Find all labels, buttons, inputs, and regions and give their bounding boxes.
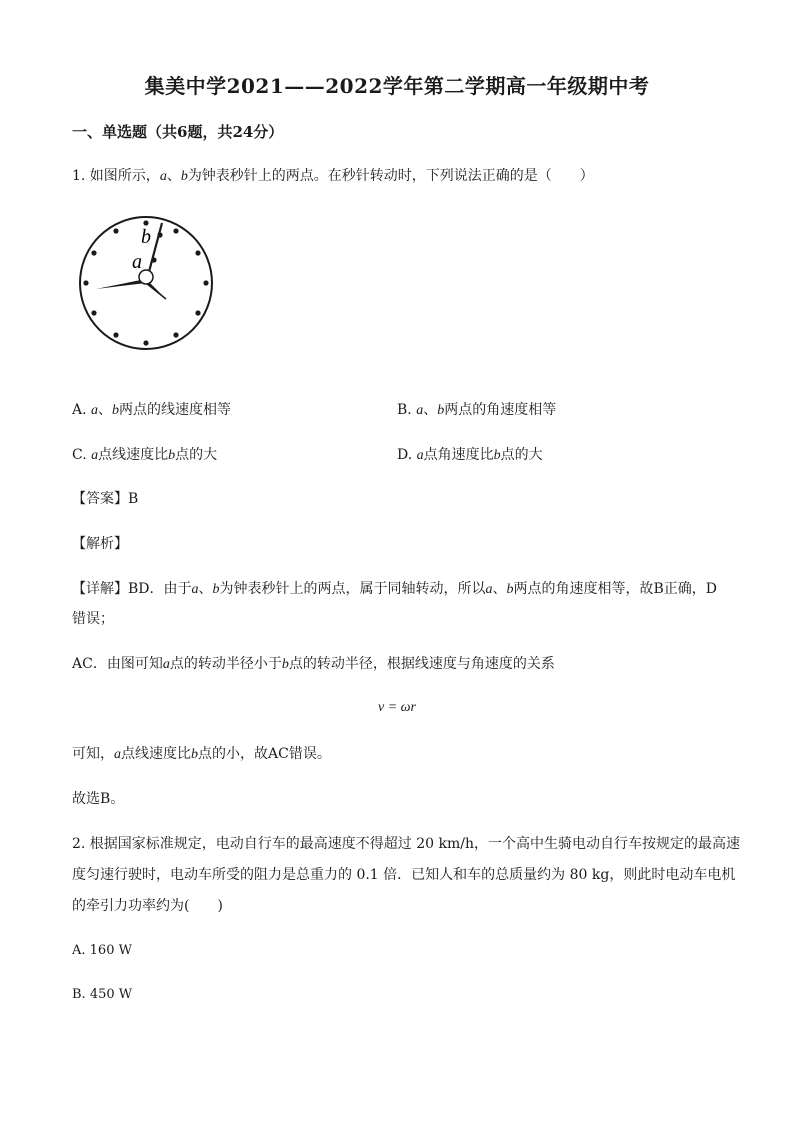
- section-heading: 一、单选题（共6题，共24分）: [72, 123, 284, 141]
- formula: v = ωr: [378, 700, 416, 715]
- option-c: C. a点线速度比b点的大: [72, 447, 218, 463]
- option-a: A. a、b两点的线速度相等: [72, 402, 232, 418]
- point-b-dot: [157, 232, 162, 237]
- answer-value: B: [128, 491, 139, 507]
- question-2-option-a: A. 160 W: [72, 943, 132, 958]
- option-d: D. a点角速度比b点的大: [397, 447, 543, 463]
- minute-hand: [96, 279, 146, 289]
- answer-line: [72, 489, 138, 509]
- label-b: b: [141, 226, 151, 248]
- label-a: a: [132, 251, 142, 273]
- question-1-stem: 1. 如图所示，a、b为钟表秒针上的两点。在秒针转动时，下列说法正确的是（ ）: [72, 168, 594, 184]
- answer-tag: 【答案】: [72, 491, 128, 507]
- detail-line-2: 错误；: [72, 611, 114, 627]
- question-2-line-1: 2. 根据国家标准规定，电动自行车的最高速度不得超过 20 km/h，一个高中生骑电动自行车按规定的最高速: [72, 836, 741, 852]
- detail-line-3: AC．由图可知a点的转动半径小于b点的转动半径，根据线速度与角速度的关系: [72, 656, 555, 672]
- question-2-line-3: 的牵引力功率约为( ): [72, 898, 223, 914]
- option-b: B. a、b两点的角速度相等: [397, 402, 557, 418]
- detail-line-4: 可知，a点线速度比b点的小，故AC错误。: [72, 746, 331, 762]
- clock-figure: [76, 213, 216, 353]
- detail-line-1: 【详解】BD．由于a、b为钟表秒针上的两点，属于同轴转动，所以a、b两点的角速度相等，故B正确，D: [72, 581, 718, 597]
- question-2-option-b: B. 450 W: [72, 987, 133, 1002]
- question-2-line-2: 度匀速行驶时，电动车所受的阻力是总重力的 0.1 倍．已知人和车的总质量约为 80 kg，则此时电动车电机: [72, 867, 736, 883]
- detail-line-5: 故选B。: [72, 791, 125, 807]
- analysis-tag: 【解析】: [72, 536, 128, 552]
- page-title: 集美中学2021——2022学年第二学期高一年级期中考: [144, 74, 650, 98]
- point-a-dot: [151, 257, 156, 262]
